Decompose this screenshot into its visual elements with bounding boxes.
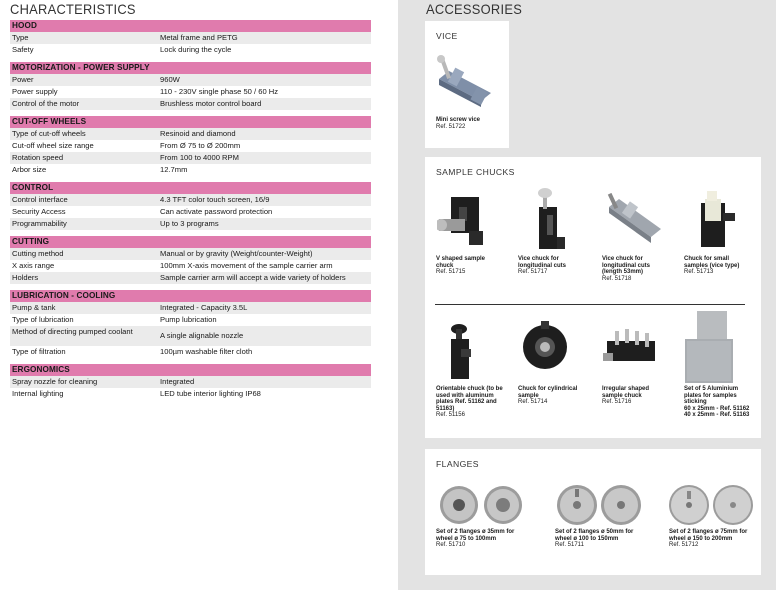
spec-value: 100µm washable filter cloth <box>160 347 253 356</box>
sample-chuck-item <box>602 256 666 282</box>
accessories-title: ACCESSORIES <box>426 1 523 17</box>
flange-caption: Set of 2 flanges ø 50mm for wheel ø 100 to 150mm <box>555 529 634 542</box>
flange-ref: Ref. 51711 <box>555 542 584 549</box>
sample-chucks-card <box>425 157 761 438</box>
spec-table <box>10 20 371 406</box>
spec-section <box>10 116 371 176</box>
flange-item <box>555 529 635 549</box>
spec-section <box>10 20 371 56</box>
spec-label: Type of filtration <box>12 347 66 356</box>
sample-chuck-caption: Irregular shaped sample chuck <box>602 386 650 399</box>
spec-section <box>10 364 371 400</box>
spec-value: A single alignable nozzle <box>160 331 244 340</box>
vice-card <box>425 21 509 148</box>
flanges-title: FLANGES <box>436 459 479 469</box>
sample-chuck-caption: Vice chuck for longitudinal cuts <box>518 256 566 269</box>
sample-chuck-item <box>602 386 666 406</box>
sample-chucks-title: SAMPLE CHUCKS <box>436 167 515 177</box>
spec-label: Spray nozzle for cleaning <box>12 377 98 386</box>
spec-section-header: CUT-OFF WHEELS <box>10 116 371 128</box>
spec-section-header: CONTROL <box>10 182 371 194</box>
vice-item-ref: Ref. 51722 <box>436 123 466 130</box>
spec-row <box>10 346 371 358</box>
sample-chuck-ref: Ref. 51713 <box>684 269 714 276</box>
spec-section <box>10 182 371 230</box>
sample-chuck-caption: V shaped sample chuck <box>436 256 486 269</box>
vice-card-title: VICE <box>436 31 458 41</box>
sample-chuck-item <box>684 256 748 276</box>
spec-value: Sample carrier arm will accept a wide variety of holders <box>160 273 346 282</box>
v-shaped-chuck-image <box>437 193 493 253</box>
vice-item-caption: Mini screw vice <box>436 117 481 123</box>
spec-label: Pump & tank <box>12 303 56 312</box>
spec-section <box>10 62 371 110</box>
accessories-panel <box>398 0 776 590</box>
spec-row <box>10 194 371 206</box>
spec-row <box>10 218 371 230</box>
sample-chuck-item <box>518 386 582 406</box>
sample-chuck-ref: Ref. 51717 <box>518 269 548 276</box>
spec-label: Type of cut-off wheels <box>12 129 86 138</box>
spec-value: 960W <box>160 75 180 84</box>
spec-value: 110 - 230V single phase 50 / 60 Hz <box>160 87 279 96</box>
spec-row <box>10 376 371 388</box>
orientable-chuck-image <box>441 319 481 383</box>
spec-row <box>10 164 371 176</box>
spec-label: Power supply <box>12 87 58 96</box>
characteristics-title: CHARACTERISTICS <box>10 1 136 17</box>
spec-label: Cut-off wheel size range <box>12 141 94 150</box>
small-samples-chuck-image <box>691 187 741 253</box>
spec-label: Power <box>12 75 34 84</box>
irregular-shaped-chuck-image <box>601 327 665 373</box>
spec-row <box>10 86 371 98</box>
vice-chuck-53mm-image <box>605 193 667 247</box>
spec-value: Manual or by gravity (Weight/counter-Weight) <box>160 249 313 258</box>
spec-value: 4.3 TFT color touch screen, 16/9 <box>160 195 270 204</box>
sample-chuck-item <box>436 256 500 276</box>
spec-label: Arbor size <box>12 165 47 174</box>
spec-section <box>10 290 371 358</box>
sample-chuck-caption: Vice chuck for longitudinal cuts (length 53mm) <box>602 256 650 276</box>
aluminium-plates-image <box>681 309 741 387</box>
spec-row <box>10 206 371 218</box>
spec-label: Internal lighting <box>12 389 64 398</box>
sample-chuck-ref: Ref. 51716 <box>602 399 632 406</box>
spec-value: Up to 3 programs <box>160 219 219 228</box>
sample-chuck-item <box>436 386 512 419</box>
spec-section-header: LUBRICATION - COOLING <box>10 290 371 302</box>
spec-section-header: MOTORIZATION - POWER SUPPLY <box>10 62 371 74</box>
flanges-card <box>425 449 761 575</box>
spec-value: Can activate password protection <box>160 207 273 216</box>
sample-chuck-ref: Ref. 51714 <box>518 399 548 406</box>
sample-chuck-item <box>684 386 756 419</box>
spec-row <box>10 326 371 346</box>
spec-label: Type of lubrication <box>12 315 74 324</box>
spec-row <box>10 74 371 86</box>
flange-caption: Set of 2 flanges ø 75mm for wheel ø 150 to 200mm <box>669 529 748 542</box>
spec-section-header: CUTTING <box>10 236 371 248</box>
spec-label: Cutting method <box>12 249 64 258</box>
spec-value: Integrated <box>160 377 195 386</box>
spec-value: LED tube interior lighting IP68 <box>160 389 261 398</box>
spec-value: 12.7mm <box>160 165 188 174</box>
spec-value: From Ø 75 to Ø 200mm <box>160 141 241 150</box>
spec-row <box>10 302 371 314</box>
spec-row <box>10 98 371 110</box>
cylindrical-chuck-image <box>519 321 571 373</box>
flange-ref: Ref. 51710 <box>436 542 466 549</box>
spec-label: Programmability <box>12 219 67 228</box>
spec-label: Control interface <box>12 195 68 204</box>
vice-chuck-longitudinal-image <box>529 185 569 253</box>
sample-chuck-caption: Chuck for cylindrical sample <box>518 386 578 399</box>
sample-chuck-caption: Orientable chuck (to be used with aluminum plates Ref. 51162 and 51163) <box>436 386 503 412</box>
flange-75mm-image <box>665 483 757 529</box>
spec-row <box>10 140 371 152</box>
sample-chuck-ref: Ref. 51156 <box>436 412 465 419</box>
spec-value: Brushless motor control board <box>160 99 262 108</box>
spec-label: Control of the motor <box>12 99 80 108</box>
chucks-divider <box>435 304 745 305</box>
sample-chuck-caption: Chuck for small samples (vice type) <box>684 256 740 269</box>
spec-value: Pump lubrication <box>160 315 217 324</box>
spec-row <box>10 152 371 164</box>
flange-35mm-image <box>437 483 529 529</box>
spec-row <box>10 314 371 326</box>
spec-row <box>10 128 371 140</box>
spec-row <box>10 260 371 272</box>
spec-label: Safety <box>12 45 34 54</box>
spec-row <box>10 248 371 260</box>
sample-chuck-ref: Ref. 51715 <box>436 269 466 276</box>
sample-chuck-ref: Ref. 51718 <box>602 275 632 282</box>
spec-label: Rotation speed <box>12 153 64 162</box>
flange-item <box>669 529 749 549</box>
flange-50mm-image <box>553 483 645 529</box>
sample-chuck-size-line: 60 x 25mm - Ref. 51162 <box>684 405 750 412</box>
spec-label: X axis range <box>12 261 55 270</box>
spec-section-header: ERGONOMICS <box>10 364 371 376</box>
flange-ref: Ref. 51712 <box>669 542 699 549</box>
spec-section <box>10 236 371 284</box>
spec-label: Method of directing pumped coolant <box>12 327 133 336</box>
spec-section-header: HOOD <box>10 20 371 32</box>
sample-chuck-caption: Set of 5 Aluminium plates for samples sticking <box>684 386 739 406</box>
spec-value: Lock during the cycle <box>160 45 232 54</box>
spec-row <box>10 44 371 56</box>
sample-chuck-item <box>518 256 582 276</box>
spec-row <box>10 32 371 44</box>
vice-item <box>436 117 506 130</box>
spec-row <box>10 272 371 284</box>
flange-caption: Set of 2 flanges ø 35mm for wheel ø 75 to 100mm <box>436 529 515 542</box>
spec-value: From 100 to 4000 RPM <box>160 153 239 162</box>
mini-screw-vice-image <box>433 55 505 115</box>
spec-label: Holders <box>12 273 39 282</box>
spec-label: Security Access <box>12 207 66 216</box>
sample-chuck-size-line: 40 x 25mm - Ref. 51163 <box>684 412 750 419</box>
spec-label: Type <box>12 33 29 42</box>
spec-row <box>10 388 371 400</box>
spec-value: Integrated - Capacity 3.5L <box>160 303 248 312</box>
spec-value: 100mm X-axis movement of the sample carrier arm <box>160 261 333 270</box>
flange-item <box>436 529 516 549</box>
spec-value: Resinoid and diamond <box>160 129 236 138</box>
spec-value: Metal frame and PETG <box>160 33 238 42</box>
